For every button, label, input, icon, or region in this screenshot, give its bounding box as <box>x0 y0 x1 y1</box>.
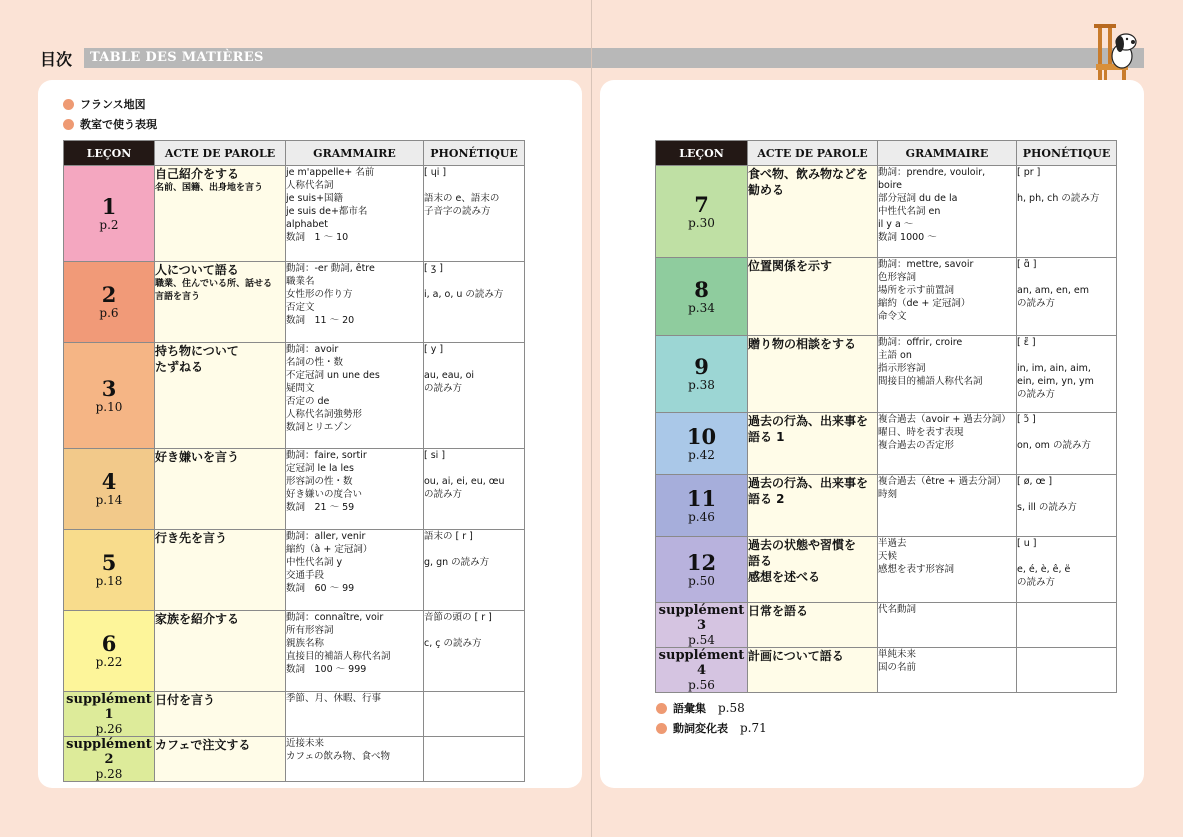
phonetique-cell <box>1017 413 1117 475</box>
phonetique-line: au, eau, oi <box>424 370 475 381</box>
grammaire-line: 職業名 <box>286 276 315 287</box>
col-header-phonetique: PHONÉTIQUE <box>1017 141 1117 166</box>
toc-table-left <box>63 140 525 782</box>
page-title: 目次 <box>40 50 73 69</box>
grammaire-cell <box>286 530 424 611</box>
grammaire-line: 形容詞の性・数 <box>286 476 353 487</box>
grammaire-line: 動詞：faire, sortir <box>286 450 367 461</box>
lesson-row[interactable] <box>656 413 1117 475</box>
phonetique-line: [ pr ] <box>1017 167 1041 178</box>
grammaire-cell <box>286 262 424 343</box>
grammaire-line: 動詞：avoir <box>286 344 339 355</box>
toc-header-row <box>656 141 1117 166</box>
lecon-cell <box>64 692 155 737</box>
lesson-number: 3 <box>101 375 117 401</box>
grammaire-cell <box>878 336 1017 413</box>
acte-cell <box>155 737 286 782</box>
acte-title: 自己紹介をする <box>155 167 240 181</box>
phonetique-cell <box>424 530 525 611</box>
spread-divider <box>591 0 592 837</box>
grammaire-line: 感想を表す形容詞 <box>878 564 955 575</box>
grammaire-line: boire <box>878 180 903 191</box>
lesson-page: p.22 <box>95 655 123 669</box>
grammaire-line: 疑問文 <box>286 383 315 394</box>
lecon-cell <box>656 258 748 336</box>
acte-title: 家族を紹介する <box>155 612 240 626</box>
phonetique-cell <box>424 343 525 449</box>
acte-title: 食べ物、飲み物などを <box>748 167 869 181</box>
grammaire-cell <box>878 258 1017 336</box>
bullet-item-classroom[interactable]: 教室で使う表現 <box>63 114 157 134</box>
lesson-row[interactable] <box>64 737 525 782</box>
phonetique-line: [ ɛ̃ ] <box>1017 337 1036 348</box>
bullet-dot-icon <box>656 723 667 734</box>
grammaire-cell <box>286 692 424 737</box>
lesson-row[interactable] <box>656 336 1117 413</box>
lesson-number: 1 <box>101 193 117 219</box>
grammaire-line: 女性形の作り方 <box>286 289 353 300</box>
grammaire-line: 命令文 <box>878 311 907 322</box>
phonetique-spacer <box>424 543 524 556</box>
lesson-page: p.30 <box>688 215 715 230</box>
lesson-page: p.26 <box>95 722 123 736</box>
grammaire-cell <box>878 648 1017 693</box>
acte-subtitle: 名前、国籍、出身地を言う <box>155 183 264 193</box>
phonetique-line: in, im, ain, aim, <box>1017 363 1091 374</box>
acte-title: 行き先を言う <box>155 531 228 545</box>
lesson-page: p.50 <box>688 573 715 588</box>
lesson-row[interactable] <box>656 537 1117 603</box>
lecon-cell <box>64 343 155 449</box>
toc-header-row <box>64 141 525 166</box>
grammaire-cell <box>878 603 1017 648</box>
phonetique-line: の読み方 <box>424 489 463 500</box>
grammaire-line: 動詞：connaître, voir <box>286 612 384 623</box>
grammaire-line: 時刻 <box>878 489 898 500</box>
lesson-page: p.46 <box>688 509 715 524</box>
acte-subtitle: 言語を言う <box>155 292 201 302</box>
phonetique-spacer <box>424 179 524 192</box>
acte-cell <box>748 258 878 336</box>
lesson-page: p.54 <box>688 633 715 647</box>
lecon-cell <box>64 166 155 262</box>
acte-title: 好き嫌いを言う <box>155 450 240 464</box>
grammaire-line: 指示形容詞 <box>878 363 926 374</box>
acte-cell <box>155 262 286 343</box>
left-bullet-list <box>63 94 157 134</box>
lecon-cell <box>656 336 748 413</box>
grammaire-line: 半過去 <box>878 538 907 549</box>
grammaire-line: 数詞 11 ～ 20 <box>286 315 355 326</box>
lesson-page: p.10 <box>95 399 123 414</box>
grammaire-line: 動詞：aller, venir <box>286 531 366 542</box>
lesson-row[interactable] <box>64 530 525 611</box>
acte-cell <box>155 343 286 449</box>
grammaire-line: 人称代名詞 <box>286 180 334 191</box>
lesson-row[interactable] <box>64 692 525 737</box>
acte-cell <box>155 166 286 262</box>
phonetique-line: on, om の読み方 <box>1017 440 1091 451</box>
lesson-page: p.6 <box>99 306 119 320</box>
phonetique-spacer <box>424 462 524 475</box>
acte-title: 日常を語る <box>748 604 809 618</box>
acte-title: 人について語る <box>155 263 239 277</box>
phonetique-line: [ ø, œ ] <box>1017 476 1053 487</box>
grammaire-line: 複合過去（avoir + 過去分詞） <box>878 414 1011 425</box>
phonetique-line: [ ʒ ] <box>424 263 443 274</box>
grammaire-cell <box>286 166 424 262</box>
lecon-cell <box>656 413 748 475</box>
phonetique-line: g, gn の読み方 <box>424 557 490 568</box>
phonetique-spacer <box>1017 349 1116 362</box>
col-header-grammaire: GRAMMAIRE <box>878 141 1017 166</box>
lesson-row[interactable] <box>656 258 1117 336</box>
lesson-number: supplément 4 <box>658 648 745 678</box>
bullet-dot-icon <box>63 119 74 130</box>
grammaire-line: 名詞の性・数 <box>286 357 344 368</box>
acte-title: 感想を述べる <box>748 570 821 584</box>
grammaire-line: je suis+国籍 <box>286 193 344 204</box>
lesson-row[interactable] <box>656 475 1117 537</box>
acte-title: 過去の状態や習慣を <box>748 538 857 552</box>
grammaire-line: 曜日、時を表す表現 <box>878 427 964 438</box>
lesson-row[interactable] <box>656 166 1117 258</box>
phonetique-line: の読み方 <box>1017 298 1056 309</box>
grammaire-line: 定冠詞 le la les <box>286 463 354 474</box>
acte-cell <box>748 603 878 648</box>
phonetique-line: 音節の頭の [ r ] <box>424 612 492 623</box>
phonetique-line: [ u ] <box>1017 538 1037 549</box>
lesson-number: supplément 3 <box>658 603 745 633</box>
grammaire-line: 人称代名詞強勢形 <box>286 409 363 420</box>
grammaire-line: 季節、月、休暇、行事 <box>286 693 382 704</box>
acte-title: 位置関係を示す <box>748 259 833 273</box>
grammaire-cell <box>286 449 424 530</box>
grammaire-line: 動詞：prendre, vouloir, <box>878 167 986 178</box>
grammaire-cell <box>878 475 1017 537</box>
phonetique-cell <box>424 692 525 737</box>
lecon-cell <box>64 262 155 343</box>
lesson-number: 11 <box>686 485 717 511</box>
grammaire-line: 数詞 1 ～ 10 <box>286 232 349 243</box>
grammaire-line: 代名動詞 <box>878 604 917 615</box>
toc-table-right <box>655 140 1117 693</box>
lesson-page: p.42 <box>688 447 715 462</box>
phonetique-cell <box>1017 258 1117 336</box>
phonetique-cell <box>424 737 525 782</box>
col-header-grammaire: GRAMMAIRE <box>286 141 424 166</box>
grammaire-line: 動詞：-er 動詞, être <box>286 263 375 274</box>
phonetique-line: i, a, o, u の読み方 <box>424 289 504 300</box>
lesson-number: 12 <box>686 549 717 575</box>
grammaire-line: 天候 <box>878 551 898 562</box>
acte-title: 語る 2 <box>748 492 785 506</box>
col-header-phonetique: PHONÉTIQUE <box>424 141 525 166</box>
grammaire-line: 複合過去（être + 過去分詞） <box>878 476 1007 487</box>
grammaire-line: 国の名前 <box>878 662 917 673</box>
phonetique-spacer <box>1017 179 1116 192</box>
acte-cell <box>748 475 878 537</box>
phonetique-line: [ y ] <box>424 344 444 355</box>
grammaire-line: 数詞 100 ～ 999 <box>286 664 367 675</box>
phonetique-cell <box>424 611 525 692</box>
grammaire-line: 主語 on <box>878 350 912 361</box>
phonetique-line: [ ɑ̃ ] <box>1017 259 1037 270</box>
grammaire-line: カフェの飲み物、食べ物 <box>286 751 391 762</box>
lesson-page: p.28 <box>95 767 123 781</box>
phonetique-line: s, ill の読み方 <box>1017 502 1077 513</box>
phonetique-line: h, ph, ch の読み方 <box>1017 193 1100 204</box>
phonetique-cell <box>1017 603 1117 648</box>
lesson-number: 9 <box>694 354 709 379</box>
acte-cell <box>155 530 286 611</box>
phonetique-cell <box>1017 475 1117 537</box>
phonetique-line: ein, eim, yn, ym <box>1017 376 1094 387</box>
grammaire-line: 交通手段 <box>286 570 325 581</box>
lecon-cell <box>64 530 155 611</box>
grammaire-line: 否定の de <box>286 396 330 407</box>
phonetique-line: [ ɔ̃ ] <box>1017 414 1036 425</box>
lesson-page: p.14 <box>95 493 123 507</box>
right-bullet-list <box>656 698 767 738</box>
phonetique-line: 子音字の読み方 <box>424 206 491 217</box>
grammaire-line: 中性代名詞 y <box>286 557 343 568</box>
phonetique-spacer <box>424 624 524 637</box>
lesson-page: p.56 <box>688 678 715 692</box>
phonetique-cell <box>424 449 525 530</box>
lesson-number: 5 <box>101 550 117 575</box>
lecon-cell <box>656 475 748 537</box>
phonetique-line: ou, ai, ei, eu, œu <box>424 476 505 487</box>
lesson-number: supplément 1 <box>66 692 152 722</box>
lesson-page: p.2 <box>99 217 119 232</box>
acte-title: カフェで注文する <box>155 738 251 752</box>
grammaire-line: 否定文 <box>286 302 315 313</box>
phonetique-spacer <box>1017 488 1116 501</box>
bullet-item-vocabulary[interactable]: 語彙集 p.58 <box>656 698 767 718</box>
lecon-cell <box>656 166 748 258</box>
grammaire-line: 色形容詞 <box>878 272 917 283</box>
acte-cell <box>748 166 878 258</box>
phonetique-cell <box>1017 648 1117 693</box>
acte-title: たずねる <box>155 360 204 374</box>
lesson-row[interactable] <box>656 648 1117 693</box>
grammaire-cell <box>286 611 424 692</box>
acte-cell <box>748 413 878 475</box>
grammaire-line: 好き嫌いの度合い <box>286 489 363 500</box>
grammaire-line: 単純未来 <box>878 649 917 660</box>
grammaire-line: 複合過去の否定形 <box>878 440 955 451</box>
grammaire-line: 縮約（à + 定冠詞） <box>286 544 373 555</box>
grammaire-line: 場所を示す前置詞 <box>878 285 955 296</box>
grammaire-cell <box>878 413 1017 475</box>
grammaire-line: 部分冠詞 du de la <box>878 193 958 204</box>
acte-title: 語る 1 <box>748 430 785 444</box>
col-header-acte: ACTE DE PAROLE <box>748 141 878 166</box>
lecon-cell <box>64 737 155 782</box>
bullet-item-map[interactable]: フランス地図 <box>63 94 157 114</box>
lesson-row[interactable] <box>64 611 525 692</box>
grammaire-line: 不定冠詞 un une des <box>286 370 380 381</box>
lesson-row[interactable] <box>64 166 525 262</box>
lesson-number: supplément 2 <box>66 737 152 767</box>
header-bar-right <box>592 48 1144 68</box>
lesson-row[interactable] <box>656 603 1117 648</box>
phonetique-spacer <box>1017 271 1116 284</box>
lesson-row[interactable] <box>64 262 525 343</box>
grammaire-line: 数詞 1000 ～ <box>878 232 937 243</box>
acte-title: 勧める <box>748 183 785 197</box>
grammaire-line: 中性代名詞 en <box>878 206 941 217</box>
lecon-cell <box>656 603 748 648</box>
phonetique-spacer <box>424 275 524 288</box>
phonetique-line: 語末の e、語末の <box>424 193 500 204</box>
acte-title: 日付を言う <box>155 693 216 707</box>
grammaire-line: 数詞 60 ～ 99 <box>286 583 355 594</box>
lesson-number: 4 <box>101 469 117 494</box>
page-subtitle: TABLE DES MATIÈRES <box>90 50 264 65</box>
phonetique-line: の読み方 <box>1017 389 1056 400</box>
acte-cell <box>748 336 878 413</box>
acte-title: 過去の行為、出来事を <box>748 414 869 428</box>
phonetique-cell <box>424 262 525 343</box>
col-header-acte: ACTE DE PAROLE <box>155 141 286 166</box>
bullet-item-conjugation[interactable]: 動詞変化表 p.71 <box>656 718 767 738</box>
acte-cell <box>748 537 878 603</box>
acte-subtitle: 職業、住んでいる所、話せる <box>155 279 273 289</box>
grammaire-line: 動詞：mettre, savoir <box>878 259 974 270</box>
lecon-cell <box>64 449 155 530</box>
grammaire-cell <box>878 166 1017 258</box>
grammaire-line: 近接未来 <box>286 738 325 749</box>
grammaire-line: 数詞とリエゾン <box>286 422 353 433</box>
phonetique-line: の読み方 <box>1017 577 1056 588</box>
lesson-number: 6 <box>101 631 117 656</box>
phonetique-cell <box>1017 166 1117 258</box>
grammaire-line: 所有形容詞 <box>286 625 334 636</box>
lesson-page: p.34 <box>688 300 715 315</box>
lesson-number: 7 <box>694 191 709 217</box>
grammaire-line: 数詞 21 ～ 59 <box>286 502 355 513</box>
phonetique-line: c, ç の読み方 <box>424 638 482 649</box>
lecon-cell <box>656 537 748 603</box>
acte-cell <box>748 648 878 693</box>
grammaire-line: alphabet <box>286 219 328 230</box>
phonetique-spacer <box>424 356 524 369</box>
bullet-dot-icon <box>656 703 667 714</box>
phonetique-spacer <box>1017 426 1116 439</box>
phonetique-spacer <box>1017 550 1116 563</box>
col-header-lecon: LEÇON <box>656 141 748 166</box>
lesson-number: 8 <box>694 276 709 302</box>
acte-title: 過去の行為、出来事を <box>748 476 869 490</box>
phonetique-cell <box>1017 537 1117 603</box>
lecon-cell <box>64 611 155 692</box>
acte-title: 計画について語る <box>748 649 844 663</box>
lesson-row[interactable] <box>64 343 525 449</box>
acte-cell <box>155 449 286 530</box>
grammaire-line: 親族名称 <box>286 638 325 649</box>
phonetique-cell <box>1017 336 1117 413</box>
phonetique-cell <box>424 166 525 262</box>
phonetique-line: 語末の [ r ] <box>424 531 473 542</box>
acte-cell <box>155 692 286 737</box>
grammaire-cell <box>286 343 424 449</box>
grammaire-line: 間接目的補語人称代名詞 <box>878 376 983 387</box>
lesson-number: 2 <box>101 282 117 307</box>
acte-title: 持ち物について <box>155 344 239 358</box>
col-header-lecon: LEÇON <box>64 141 155 166</box>
bullet-dot-icon <box>63 99 74 110</box>
phonetique-line: an, am, en, em <box>1017 285 1090 296</box>
phonetique-line: e, é, è, ê, ë <box>1017 564 1071 575</box>
grammaire-line: je suis de+都市名 <box>286 206 368 217</box>
acte-title: 贈り物の相談をする <box>748 337 857 351</box>
grammaire-line: je m'appelle+ 名前 <box>286 167 375 178</box>
phonetique-line: の読み方 <box>424 383 463 394</box>
grammaire-line: 縮約（de + 定冠詞） <box>878 298 971 309</box>
grammaire-line: 動詞：offrir, croire <box>878 337 963 348</box>
lesson-page: p.18 <box>95 574 123 588</box>
lecon-cell <box>656 648 748 693</box>
acte-title: 語る <box>748 554 773 568</box>
grammaire-cell <box>878 537 1017 603</box>
phonetique-line: [ ɥi ] <box>424 167 447 178</box>
acte-cell <box>155 611 286 692</box>
phonetique-line: [ si ] <box>424 450 446 461</box>
grammaire-cell <box>286 737 424 782</box>
grammaire-line: 直接目的補語人称代名詞 <box>286 651 391 662</box>
grammaire-line: il y a ～ <box>878 219 914 230</box>
lesson-page: p.38 <box>688 378 715 392</box>
lesson-number: 10 <box>686 423 717 449</box>
lesson-row[interactable] <box>64 449 525 530</box>
